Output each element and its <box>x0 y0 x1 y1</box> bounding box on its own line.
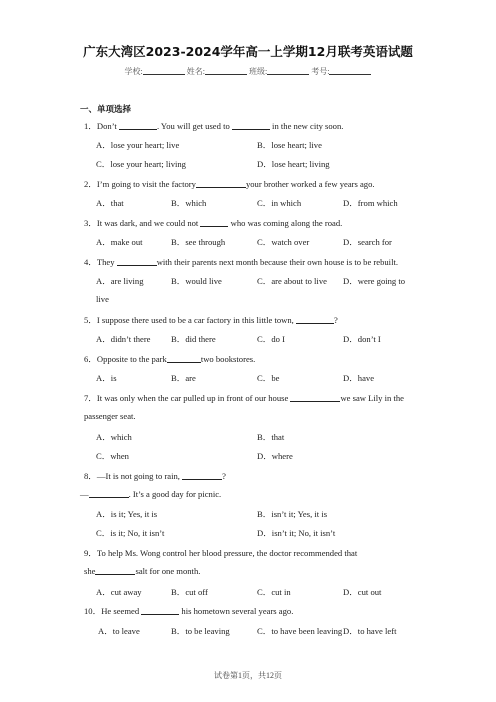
option-c: C．are about to live <box>257 276 327 286</box>
answer-blank <box>232 121 270 130</box>
question-4: 4．They with their parents next month because their own house is to be rebuilt. <box>84 257 398 267</box>
option-d: D．isn’t it; No, it isn’t <box>257 528 336 538</box>
option-b: B．to be leaving <box>171 626 230 636</box>
answer-blank <box>296 315 334 324</box>
question-8-response: — . It’s a good day for picnic. <box>80 489 222 499</box>
option-a: A．lose your heart; live <box>96 140 180 150</box>
option-b: B．lose heart; live <box>257 140 322 150</box>
answer-blank <box>119 121 157 130</box>
question-9-line-2: she salt for one month. <box>84 566 201 576</box>
option-d-continued: live <box>96 294 109 304</box>
option-c: C．is it; No, it isn’t <box>96 528 165 538</box>
answer-blank <box>200 218 228 227</box>
option-b: B．see through <box>171 237 226 247</box>
student-info-line <box>0 66 496 77</box>
option-d: D．from which <box>343 198 398 208</box>
section-heading: 一、单项选择 <box>80 105 132 115</box>
option-b: B．that <box>257 432 285 442</box>
question-3: 3．It was dark, and we could not who was coming along the road. <box>84 218 343 228</box>
option-a: A．is <box>96 373 117 383</box>
option-d: D．search for <box>343 237 392 247</box>
option-c: C．in which <box>257 198 302 208</box>
class-label: 班级: <box>249 67 268 76</box>
answer-blank <box>167 354 201 363</box>
option-d: D．were going to <box>343 276 406 286</box>
option-c: C．be <box>257 373 280 383</box>
name-blank <box>205 66 247 75</box>
answer-blank <box>290 393 340 402</box>
option-a: A．that <box>96 198 124 208</box>
option-c: C．watch over <box>257 237 310 247</box>
question-10: 10．He seemed his hometown several years ago. <box>84 606 294 616</box>
answer-blank <box>141 606 179 615</box>
answer-blank <box>89 489 129 498</box>
question-1: 1．Don’t . You will get used to in the new city soon. <box>84 121 344 131</box>
number-label: 考号: <box>311 67 330 76</box>
answer-blank <box>196 179 246 188</box>
option-c: C．cut in <box>257 587 291 597</box>
option-a: A．didn’t there <box>96 334 151 344</box>
option-d: D．where <box>257 451 293 461</box>
option-c: C．when <box>96 451 129 461</box>
question-2: 2．I’m going to visit the factory your brother worked a few years ago. <box>84 179 375 189</box>
option-b: B．are <box>171 373 196 383</box>
option-a: A．make out <box>96 237 143 247</box>
answer-blank <box>182 471 222 480</box>
option-d: D．cut out <box>343 587 382 597</box>
option-c: C．to have been leaving <box>257 626 343 636</box>
option-b: B．which <box>171 198 207 208</box>
option-a: A．which <box>96 432 132 442</box>
exam-title: 广东大湾区2023-2024学年高一上学期12月联考英语试题 <box>83 44 413 59</box>
question-9: 9．To help Ms. Wong control her blood pressure, the doctor recommended that <box>84 548 358 558</box>
school-label: 学校: <box>124 67 143 76</box>
option-a: A．to leave <box>98 626 140 636</box>
question-7-line-2: passenger seat. <box>84 411 136 421</box>
question-8: 8．—It is not going to rain, ? <box>84 471 226 481</box>
page-footer: 试卷第1页，共12页 <box>214 671 282 680</box>
question-7: 7．It was only when the car pulled up in front of our house we saw Lily in the <box>84 393 404 403</box>
option-a: A．cut away <box>96 587 142 597</box>
option-c: C．do I <box>257 334 285 344</box>
class-blank <box>267 66 309 75</box>
question-5: 5．I suppose there used to be a car factory in this little town, ? <box>84 315 338 325</box>
school-blank <box>143 66 185 75</box>
option-d: D．have <box>343 373 375 383</box>
option-b: B．did there <box>171 334 216 344</box>
option-b: B．isn’t it; Yes, it is <box>257 509 328 519</box>
option-c: C．lose your heart; living <box>96 159 186 169</box>
number-blank <box>329 66 371 75</box>
answer-blank <box>117 257 157 266</box>
option-d: D．lose heart; living <box>257 159 330 169</box>
option-a: A．is it; Yes, it is <box>96 509 158 519</box>
option-a: A．are living <box>96 276 144 286</box>
answer-blank <box>95 566 135 575</box>
option-b: B．would live <box>171 276 222 286</box>
name-label: 姓名: <box>186 67 205 76</box>
option-d: D．to have left <box>343 626 397 636</box>
option-d: D．don’t I <box>343 334 381 344</box>
option-b: B．cut off <box>171 587 208 597</box>
question-6: 6．Opposite to the park two bookstores. <box>84 354 256 364</box>
